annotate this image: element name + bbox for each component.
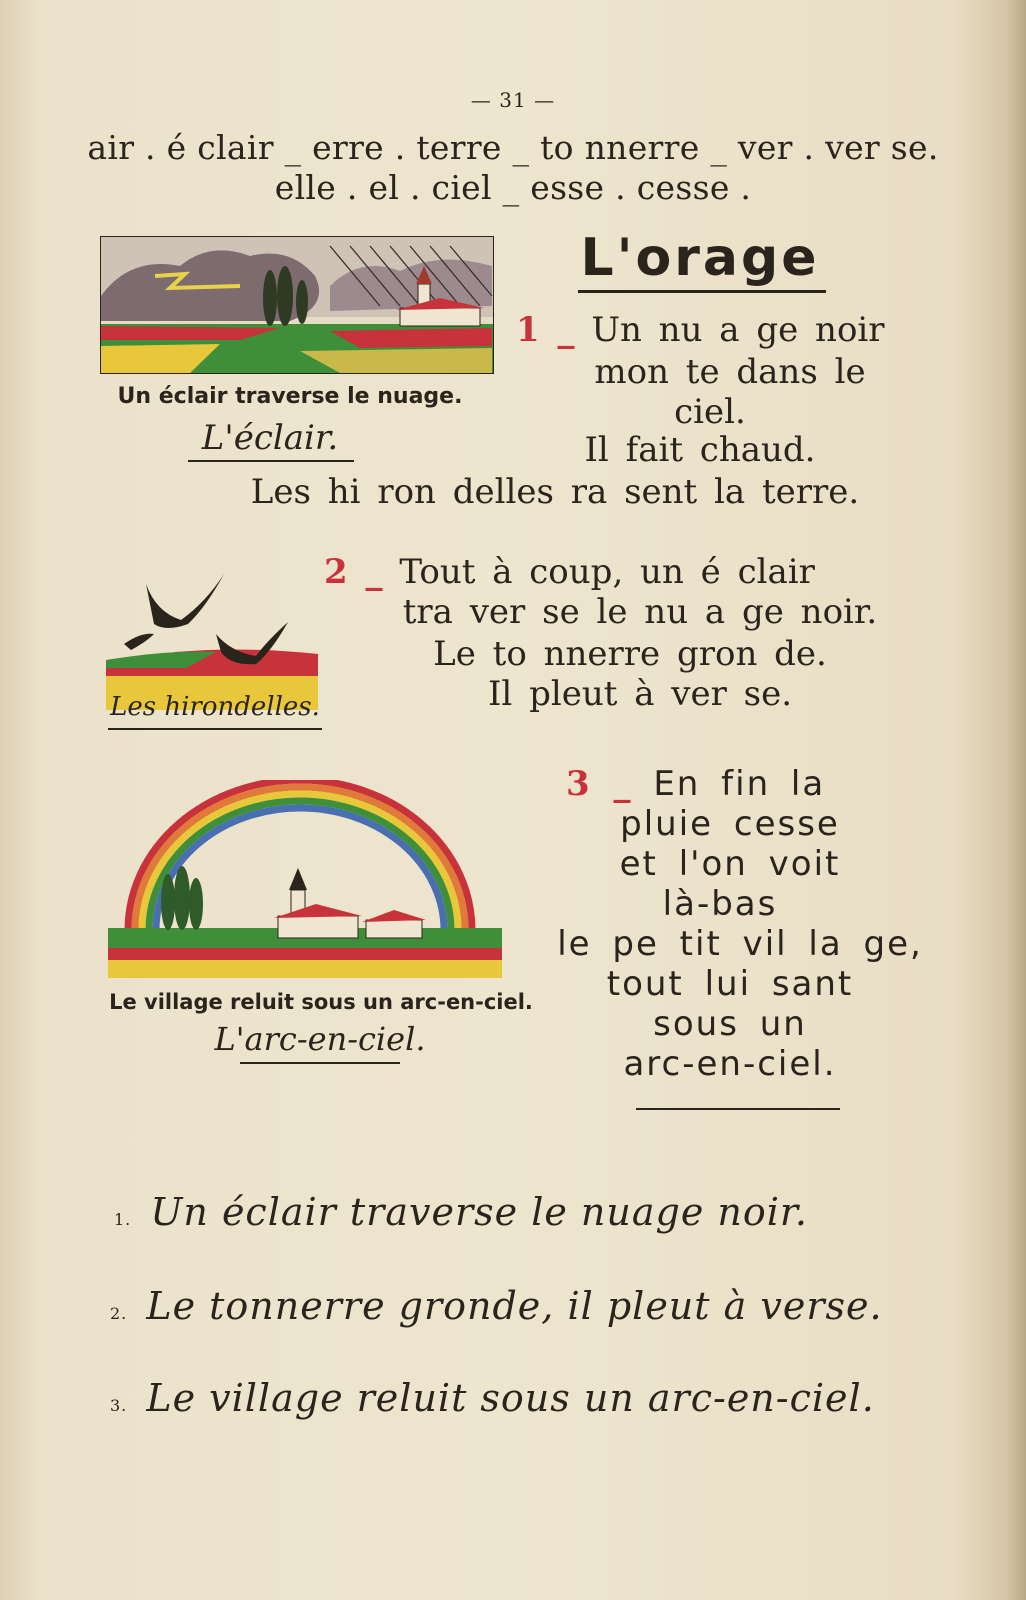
section-1-line-4: Il fait chaud. xyxy=(584,430,816,470)
section-2 xyxy=(324,552,924,592)
section-1-number: 1 _ xyxy=(516,310,575,350)
section-3-line-3: et l'on voit xyxy=(619,844,841,884)
section-3 xyxy=(566,764,966,804)
eclair-word: L'éclair. xyxy=(201,418,339,458)
section-1-line-5: Les hi ron delles ra sent la terre. xyxy=(250,472,860,512)
handwriting-number-2: 2. xyxy=(110,1304,128,1323)
lesson-title: L'orage xyxy=(580,228,820,288)
handwriting-text-1: Un éclair traverse le nuage noir. xyxy=(150,1190,808,1234)
section-2-line-3: Le to nnerre gron de. xyxy=(433,634,827,674)
handwriting-number-3: 3. xyxy=(110,1396,128,1415)
title-underline xyxy=(578,290,826,293)
section-divider xyxy=(636,1108,840,1110)
syllables-line-2: elle . el . ciel _ esse . cesse . xyxy=(274,168,752,207)
section-3-number: 3 _ xyxy=(566,764,633,804)
section-1-line-2: mon te dans le xyxy=(594,352,866,392)
handwriting-line-2 xyxy=(110,1284,970,1328)
rainbow-village-illustration xyxy=(108,780,502,980)
handwriting-number-1: 1. xyxy=(114,1210,132,1229)
hirondelles-word: Les hirondelles. xyxy=(110,692,320,722)
section-2-number: 2 _ xyxy=(324,552,383,592)
section-1-line-1: Un nu a ge noir xyxy=(591,310,885,350)
eclair-underline xyxy=(188,460,354,462)
storm-caption: Un éclair traverse le nuage. xyxy=(117,384,463,409)
section-2-line-1: Tout à coup, un é clair xyxy=(399,552,815,592)
section-2-line-4: Il pleut à ver se. xyxy=(487,674,793,714)
section-3-line-2: pluie cesse xyxy=(620,804,840,844)
section-1 xyxy=(516,310,916,350)
section-3-line-8: arc-en-ciel. xyxy=(623,1044,837,1084)
section-3-line-6: tout lui sant xyxy=(606,964,854,1004)
hirondelles-underline xyxy=(108,728,322,730)
handwriting-text-3: Le village reluit sous un arc-en-ciel. xyxy=(146,1376,875,1420)
storm-landscape-illustration xyxy=(100,236,494,374)
swallows-illustration xyxy=(106,572,326,710)
syllables-line-1: air . é clair _ erre . terre _ to nnerre _ ver . ver se. xyxy=(87,128,939,167)
section-1-line-3: ciel. xyxy=(674,392,746,432)
section-3-line-7: sous un xyxy=(653,1004,807,1044)
section-3-line-4: là-bas xyxy=(662,884,778,924)
page-number: — 31 — xyxy=(470,88,556,112)
handwriting-line-3 xyxy=(110,1376,990,1420)
arc-en-ciel-underline xyxy=(240,1062,400,1064)
handwriting-text-2: Le tonnerre gronde, il pleut à verse. xyxy=(146,1284,883,1328)
section-2-line-2: tra ver se le nu a ge noir. xyxy=(402,592,878,632)
arc-en-ciel-word: L'arc-en-ciel. xyxy=(214,1020,426,1058)
handwriting-line-1 xyxy=(114,1190,974,1234)
section-3-line-5: le pe tit vil la ge, xyxy=(557,924,923,964)
rainbow-caption: Le village reluit sous un arc-en-ciel. xyxy=(109,990,533,1014)
section-3-line-1: En fin la xyxy=(653,764,826,804)
